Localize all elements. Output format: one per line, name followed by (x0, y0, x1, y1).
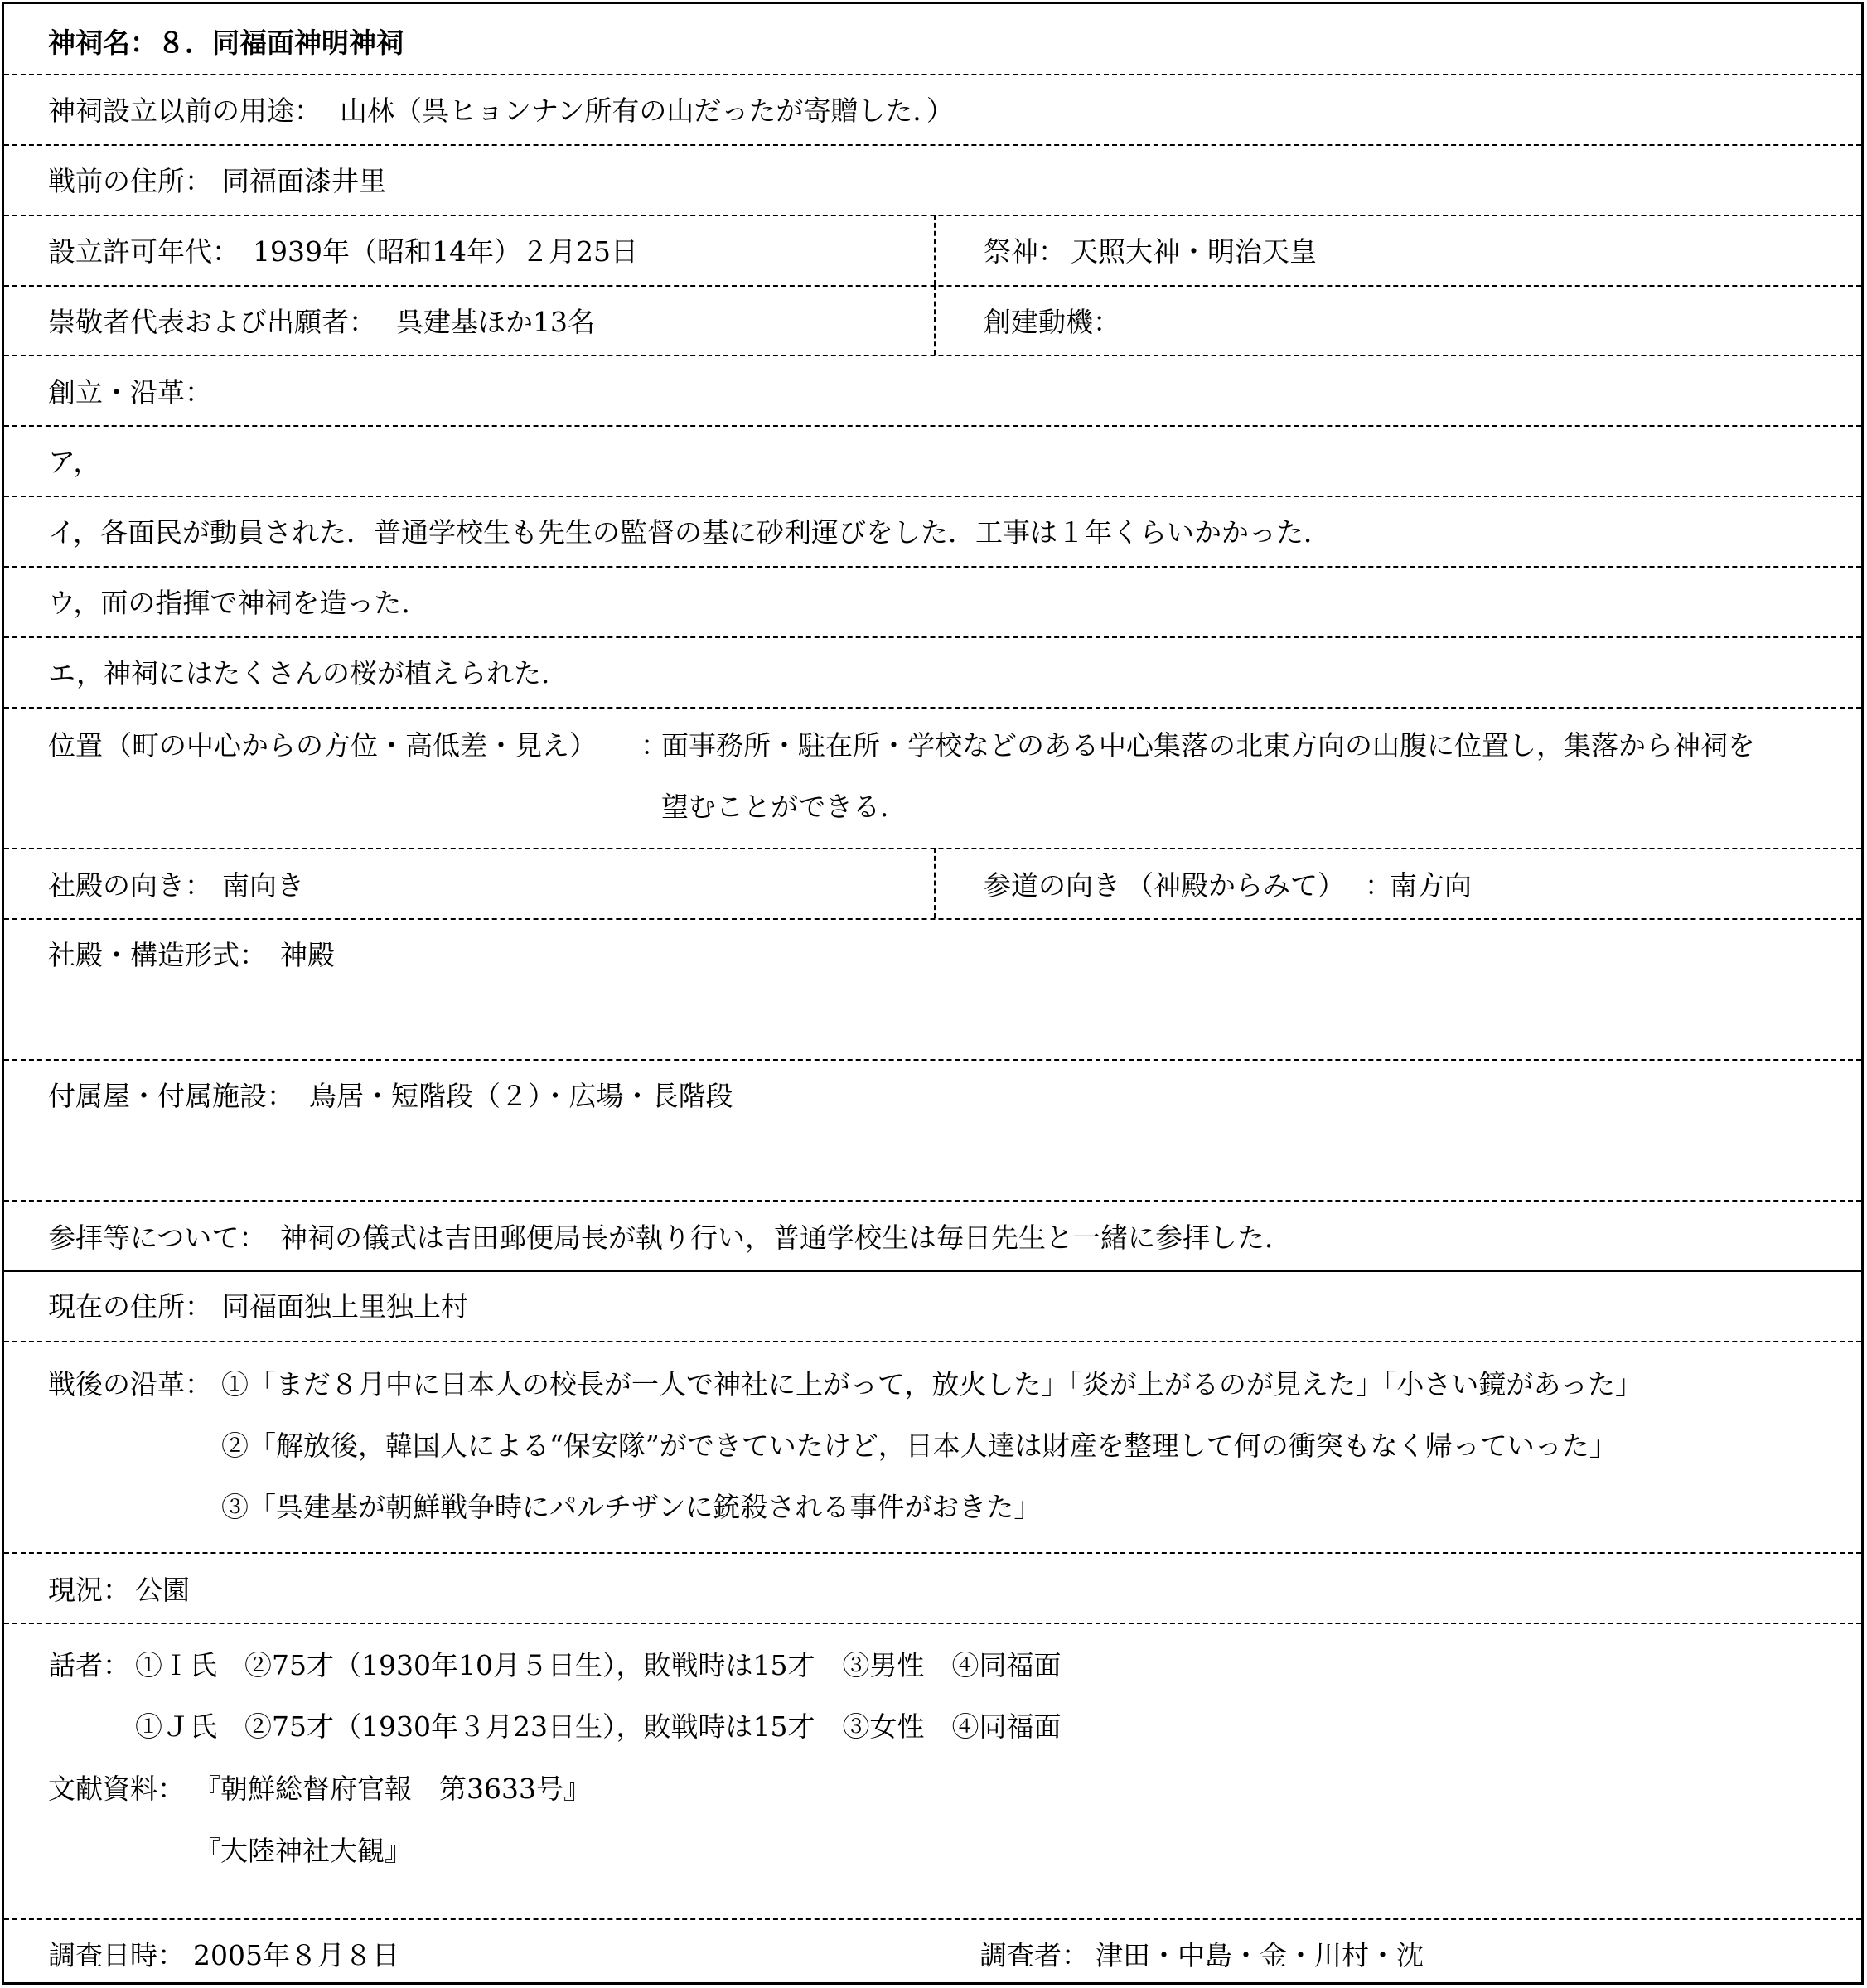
facilities-label: 付属屋・付属施設： (48, 1080, 294, 1112)
deity-value: 天照大神・明治天皇 (1071, 235, 1317, 268)
row-applicant-motive (4, 285, 1861, 356)
row-survey (4, 1918, 1861, 1985)
row-permit-deity (4, 215, 1861, 287)
orientation-label: 社殿の向き： (48, 869, 212, 902)
prior-use-value: 山林（呉ヒョンナン所有の山だったが寄贈した．） (340, 94, 954, 127)
row-location (4, 707, 1861, 849)
applicant-label: 崇敬者代表および出願者： (48, 306, 376, 338)
speaker-item-1: ①Ｉ氏 ②75才（1930年10月５日生），敗戦時は15才 ③男性 ④同福面 (135, 1649, 1062, 1681)
shrine-name-value: ８．同福面神明神祠 (157, 27, 404, 59)
history-item-e: エ，神祠にはたくさんの桜が植えられた． (48, 657, 568, 689)
row-orientation-approach (4, 848, 1861, 920)
location-colon: ： (641, 729, 668, 762)
column-divider (934, 215, 936, 285)
applicant-value: 呉建基ほか13名 (396, 306, 595, 338)
history-item-a: ア， (48, 446, 101, 478)
motive-label: 創建動機： (984, 306, 1120, 338)
worship-value: 神祠の儀式は吉田郵便局長が執り行い，普通学校生は毎日先生と一緒に参拝した． (280, 1221, 1292, 1254)
document-item-2: 『大陸神社大観』 (193, 1835, 412, 1867)
history-item (4, 636, 1861, 709)
survey-date-value: 2005年８月８日 (193, 1939, 399, 1971)
speakers-label: 話者： (48, 1649, 130, 1681)
location-line1: 面事務所・駐在所・学校などのある中心集落の北東方向の山腹に位置し，集落から神祠を (661, 729, 1755, 762)
row-prewar-address (4, 144, 1861, 216)
current-state-label: 現況： (48, 1574, 130, 1606)
history-label: 創立・沿革： (48, 376, 212, 409)
row-worship (4, 1200, 1861, 1272)
shrine-name-label: 神祠名： (48, 27, 157, 59)
column-divider (934, 848, 936, 918)
postwar-label: 戦後の沿革： (48, 1368, 212, 1400)
location-line2: 望むことができる． (661, 791, 907, 823)
orientation-value: 南向き (222, 869, 304, 902)
history-item (4, 566, 1861, 638)
postwar-item-1: ①「まだ８月中に日本人の校長が一人で神社に上がって，放火した」「炎が上がるのが見えた」「小さい鏡があった」 (221, 1368, 1643, 1400)
row-speakers-documents (4, 1623, 1861, 1920)
survey-date-label: 調査日時： (48, 1939, 185, 1971)
history-item-i: イ，各面民が動員された．普通学校生も先生の監督の基に砂利運びをした．工事は１年くらいかかった． (48, 516, 1332, 549)
approach-paren: （神殿からみて） (1126, 869, 1345, 902)
postwar-item-3: ③「呉建基が朝鮮戦争時にパルチザンに銃殺される事件がおきた」 (221, 1491, 1042, 1523)
row-prior-use (4, 74, 1861, 146)
row-history-label (4, 355, 1861, 427)
prior-use-label: 神祠設立以前の用途： (48, 94, 322, 127)
worship-label: 参拝等について： (48, 1221, 267, 1254)
surveyors-value: 津田・中島・金・川村・沈 (1096, 1939, 1424, 1971)
speaker-item-2: ①Ｊ氏 ②75才（1930年３月23日生），敗戦時は15才 ③女性 ④同福面 (135, 1710, 1062, 1743)
column-divider (934, 285, 936, 355)
document-item-1: 『朝鮮総督府官報 第3633号』 (193, 1773, 591, 1805)
current-state-value: 公園 (135, 1574, 190, 1606)
approach-label: 参道の向き (984, 869, 1120, 902)
row-facilities (4, 1059, 1861, 1202)
structure-value: 神殿 (280, 939, 335, 971)
deity-label: 祭神： (984, 235, 1066, 268)
row-current-address (4, 1270, 1861, 1342)
location-paren: （町の中心からの方位・高低差・見え） (104, 729, 597, 762)
survey-sheet (2, 2, 1864, 1985)
location-label: 位置 (48, 729, 103, 762)
prewar-address-label: 戦前の住所： (48, 165, 212, 197)
row-shrine-name (4, 4, 1861, 75)
row-structure (4, 918, 1861, 1061)
structure-label: 社殿・構造形式： (48, 939, 267, 971)
prewar-address-value: 同福面漆井里 (222, 165, 386, 197)
current-address-label: 現在の住所： (48, 1290, 212, 1323)
history-item-u: ウ，面の指揮で神祠を造った． (48, 587, 429, 619)
permit-date-label: 設立許可年代： (48, 235, 239, 268)
approach-colon: ： (1365, 869, 1392, 902)
documents-label: 文献資料： (48, 1773, 185, 1805)
facilities-value: 鳥居・短階段（２）・広場・長階段 (309, 1080, 733, 1112)
history-item (4, 425, 1861, 497)
history-item (4, 496, 1861, 568)
current-address-value: 同福面独上里独上村 (222, 1290, 468, 1323)
row-postwar (4, 1341, 1861, 1554)
row-current-state (4, 1552, 1861, 1624)
approach-value: 南方向 (1390, 869, 1472, 902)
surveyors-label: 調査者： (979, 1939, 1089, 1971)
postwar-item-2: ②「解放後，韓国人による“保安隊”ができていたけど，日本人達は財産を整理して何の衝突もなく帰っていった」 (221, 1429, 1617, 1462)
permit-date-value: 1939年（昭和14年）２月25日 (253, 235, 638, 268)
